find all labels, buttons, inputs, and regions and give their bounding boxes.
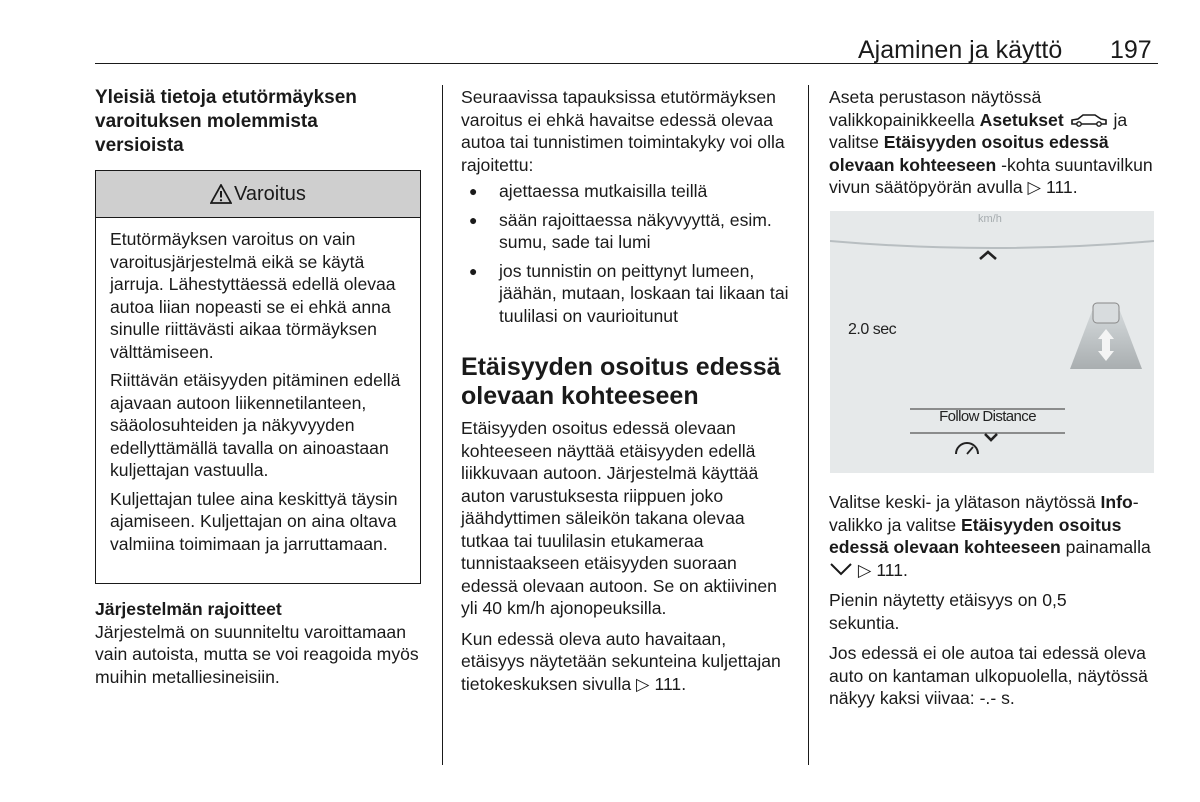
column-divider-2 [808, 85, 809, 765]
paragraph [829, 86, 1159, 199]
paragraph: Etäisyyden osoitus edessä olevaan kohteeseen näyttää etäisyyden edellä liikkuvaan autoon. Järjestelmä käyttää auton varustuksesta riippuen joko jäähdyttimen säleikön takana olevaa tutkaa tai tuulilasin etukameraa tunnistaakseen etäisyyden suoraan edessä olevaan autoon. Se on aktiivinen yli 40 km/h ajonopeuksilla. [461, 418, 777, 618]
warning-header [96, 171, 420, 218]
header-rule [95, 63, 1158, 64]
page-reference: 111. [876, 559, 908, 580]
column-2 [461, 86, 791, 695]
paragraph: Pienin näytetty etäisyys on 0,5 sekuntia. [829, 590, 1067, 633]
text: Aseta perustason näytössä valikkopainikkeella [829, 87, 1042, 130]
intro-paragraph: Seuraavissa tapauksissa etutörmäyksen varoitus ei ehkä havaitse edessä olevaa autoa tai tunnistimen toimintakyky voi olla rajoitettu: [461, 87, 785, 175]
speed-unit-label: km/h [978, 213, 1002, 225]
section-heading: Yleisiä tietoja etutörmäyksen varoituksen molemmista versioista [95, 87, 357, 156]
warning-triangle-icon [210, 184, 232, 204]
column-3 [829, 86, 1159, 199]
column-divider-1 [442, 85, 443, 765]
distance-value: 2.0 sec [848, 321, 897, 338]
list-item: ● jos tunnistin on peittynyt lumeen, jäähän, mutaan, loskaan tai likaan tai tuulilasi on vaurioitunut [461, 260, 791, 328]
follow-distance-label: Follow Distance [939, 408, 1036, 425]
menu-name: Asetukset [979, 109, 1064, 130]
warning-paragraph: Riittävän etäisyyden pitäminen edellä ajavaan autoon liikennetilanteen, sääolosuhteiden ja näkyvyyden edellyttämällä tavalla on ainoastaan kuljettajan vastuulla. [110, 370, 401, 480]
warning-title: Varoitus [234, 182, 306, 205]
running-header-title: Ajaminen ja käyttö [858, 36, 1063, 64]
page-reference: 111. [654, 673, 687, 694]
list-item: ● sään rajoittaessa näkyvyyttä, esim. sumu, sade tai lumi [461, 209, 791, 254]
text: ja valitse [829, 109, 1128, 152]
column-1 [95, 86, 395, 158]
list-item: ● ajettaessa mutkaisilla teillä [461, 180, 791, 203]
setting-name: Etäisyyden osoitus edessä olevaan kohteeseen [829, 514, 1122, 557]
page-reference: 111. [1045, 177, 1078, 197]
bullet-list [461, 180, 791, 327]
warning-paragraph: Kuljettajan tulee aina keskittyä täysin ajamiseen. Kuljettajan on aina oltava valmiina toimimaan ja jarruttamaan. [110, 488, 398, 554]
page-reference-icon: ▷ [857, 559, 872, 580]
limitations-section [95, 598, 421, 688]
text: painamalla [1065, 537, 1151, 557]
menu-name: Info [1100, 492, 1133, 512]
text: -valikko ja valitse [829, 492, 1139, 535]
paragraph [461, 628, 791, 696]
chevron-down-icon [829, 560, 858, 580]
subheading: Järjestelmän rajoitteet [95, 599, 282, 619]
car-icon [1069, 110, 1114, 130]
paragraph: Jos edessä ei ole autoa tai edessä oleva auto on kantaman ulkopuolella, näytössä näkyy kaksi viivaa: -.- s. [829, 643, 1148, 708]
warning-body [96, 218, 420, 555]
follow-distance-display-image [830, 211, 1154, 473]
page-reference-icon: ▷ [1027, 177, 1042, 197]
page-number: 197 [1110, 36, 1152, 64]
section-heading: Etäisyyden osoitus edessä olevaan kohteeseen [461, 353, 781, 410]
page-reference-icon: ▷ [636, 673, 650, 694]
paragraph-text: Kun edessä oleva auto havaitaan, etäisyys näytetään sekunteina kuljettajan tietokeskuksen sivulla [461, 628, 781, 694]
warning-box [95, 170, 421, 584]
warning-paragraph: Etutörmäyksen varoitus on vain varoitusjärjestelmä eikä se käytä jarruja. Lähestyttäessä edellä olevaa autoa liian nopeasti se ei ehkä anna sinulle riittävästi aikaa törmäyksen välttämiseen. [110, 229, 396, 362]
paragraph [829, 491, 1159, 581]
paragraph: Järjestelmä on suunniteltu varoittamaan vain autoista, mutta se voi reagoida myös muihin metalliesineisiin. [95, 621, 419, 687]
display-illustration [830, 211, 1154, 473]
column-3-lower [829, 491, 1159, 710]
text: Valitse keski- ja ylätason näytössä [829, 492, 1096, 512]
setting-name: Etäisyyden osoitus edessä olevaan kohteeseen [829, 132, 1109, 175]
text: -kohta suuntavilkun vivun säätöpyörän avulla [829, 154, 1153, 197]
